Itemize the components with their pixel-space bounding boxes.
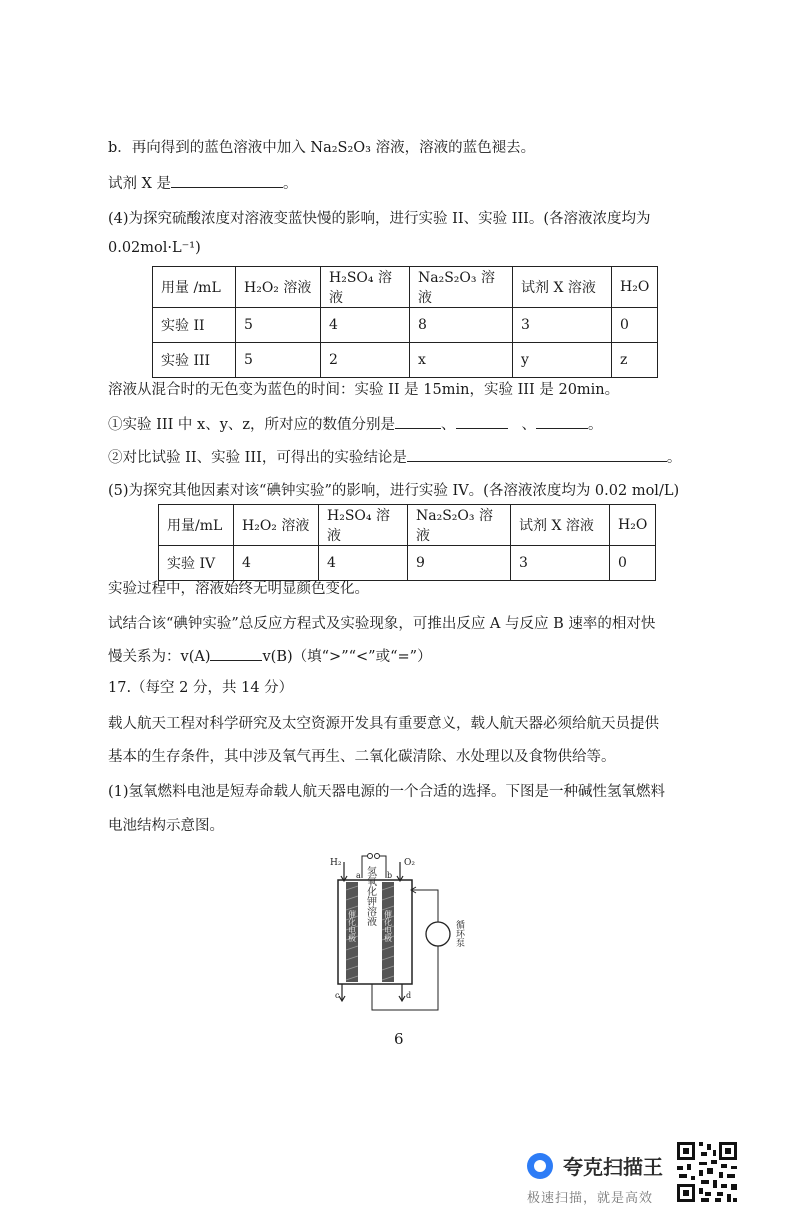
table-header-cell: H₂O	[610, 505, 656, 546]
pump-label: 循环泵	[454, 920, 464, 947]
observation-note: 实验过程中，溶液始终无明显颜色变化。	[108, 581, 369, 597]
table-cell: 8	[410, 308, 513, 343]
terminal-right	[375, 854, 380, 859]
sub-question-2-suffix: 。	[666, 450, 682, 466]
outlet-c-label: c	[335, 991, 340, 1000]
terminal-b-label: b	[387, 871, 393, 880]
watermark-slogan: 极速扫描，就是高效	[527, 1191, 654, 1206]
answer-blank-conclusion	[407, 447, 667, 462]
h2-label: H₂	[330, 858, 342, 868]
table-row	[159, 546, 656, 581]
separator: 、	[441, 417, 456, 433]
answer-blank-y	[456, 414, 508, 429]
table-header-row	[159, 505, 656, 546]
page-number: 6	[394, 1030, 404, 1048]
scanner-logo-icon	[525, 1151, 555, 1181]
text-line-b: b．再向得到的蓝色溶液中加入 Na₂S₂O₃ 溶液，溶液的蓝色褪去。	[108, 140, 536, 156]
table-cell: 3	[513, 308, 612, 343]
question-17-part-1-cont: 电池结构示意图。	[108, 818, 224, 834]
table-cell: z	[612, 343, 658, 378]
table-header-cell: 试剂 X 溶液	[511, 505, 610, 546]
question-17-header: 17.（每空 2 分，共 14 分）	[108, 680, 294, 696]
table-header-row	[153, 267, 658, 308]
rate-answer-suffix: v(B)（填“>”“<”或“=”）	[262, 649, 432, 665]
experiment-table-4	[158, 504, 656, 581]
circulation-loop	[372, 890, 438, 1010]
table-header-cell: H₂SO₄ 溶液	[321, 267, 410, 308]
table-cell: 4	[321, 308, 410, 343]
answer-blank-z	[536, 414, 588, 429]
table-cell: y	[513, 343, 612, 378]
answer-blank	[171, 173, 283, 188]
table-header-cell: Na₂S₂O₃ 溶液	[410, 267, 513, 308]
table-cell: 0	[610, 546, 656, 581]
reagent-x-prefix: 试剂 X 是	[108, 176, 172, 192]
table-cell: 5	[236, 308, 321, 343]
table-header-cell: 用量/mL	[159, 505, 234, 546]
question-17-intro-1: 载人航天工程对科学研究及太空资源开发具有重要意义，载人航天器必须给航天员提供	[108, 716, 659, 732]
table-cell: 实验 II	[153, 308, 236, 343]
sub-question-1-prefix: ①实验 III 中 x、y、z，所对应的数值分别是	[108, 417, 396, 433]
separator: 、	[521, 417, 537, 433]
rate-answer-prefix: 慢关系为：v(A)	[108, 649, 211, 665]
table-header-cell: 试剂 X 溶液	[513, 267, 612, 308]
sub-question-1	[108, 413, 603, 434]
table-cell: 5	[236, 343, 321, 378]
color-change-time: 溶液从混合时的无色变为蓝色的时间：实验 II 是 15min，实验 III 是 20min。	[108, 382, 620, 398]
table-cell: 3	[511, 546, 610, 581]
table-header-cell: H₂O₂ 溶液	[236, 267, 321, 308]
watermark-brand-name: 夸克扫描王	[563, 1155, 663, 1179]
reagent-x-suffix: 。	[283, 176, 298, 192]
circulation-pump	[426, 922, 450, 946]
answer-blank-x	[395, 414, 441, 429]
outlet-d-label: d	[406, 991, 412, 1000]
table-header-cell: Na₂S₂O₃ 溶液	[408, 505, 511, 546]
table-cell: 4	[319, 546, 408, 581]
rate-question: 试结合该“碘钟实验”总反应方程式及实验现象，可推出反应 A 与反应 B 速率的相对快	[108, 616, 656, 632]
table-row	[153, 308, 658, 343]
answer-blank-rate	[210, 646, 262, 661]
sub-question-2-prefix: ②对比试验 II、实验 III，可得出的实验结论是	[108, 450, 407, 466]
rate-answer-line	[108, 645, 432, 666]
table-header-cell: 用量 /mL	[153, 267, 236, 308]
left-electrode-label: 催化电极	[347, 910, 357, 942]
question-5-intro: (5)为探究其他因素对该“碘钟实验”的影响，进行实验 IV。(各溶液浓度均为 0.02 mol/L)	[108, 483, 680, 499]
o2-label: O₂	[404, 858, 415, 868]
reagent-x-question	[108, 172, 298, 193]
right-electrode-label: 催化电极	[383, 910, 393, 942]
table-cell: 0	[612, 308, 658, 343]
table-header-cell: H₂O	[612, 267, 658, 308]
electrolyte-label: 氢氧化钾溶液	[364, 866, 376, 926]
table-cell: 2	[321, 343, 410, 378]
terminal-left	[368, 854, 373, 859]
table-header-cell: H₂O₂ 溶液	[234, 505, 319, 546]
question-4-intro: (4)为探究硫酸浓度对溶液变蓝快慢的影响，进行实验 II、实验 III。(各溶液浓度均为	[108, 211, 651, 227]
table-cell: x	[410, 343, 513, 378]
fuel-cell-diagram	[320, 850, 480, 1015]
table-cell: 9	[408, 546, 511, 581]
table-cell: 实验 IV	[159, 546, 234, 581]
question-17-part-1: (1)氢氧燃料电池是短寿命载人航天器电源的一个合适的选择。下图是一种碱性氢氧燃料	[108, 784, 666, 800]
sub-question-2	[108, 446, 681, 467]
table-cell: 4	[234, 546, 319, 581]
question-17-intro-2: 基本的生存条件，其中涉及氧气再生、二氧化碳清除、水处理以及食物供给等。	[108, 749, 616, 765]
qr-code-icon	[675, 1140, 739, 1204]
terminal-a-label: a	[356, 871, 361, 880]
table-header-cell: H₂SO₄ 溶液	[319, 505, 408, 546]
table-row	[153, 343, 658, 378]
sub-question-1-suffix: 。	[588, 417, 603, 433]
table-cell: 实验 III	[153, 343, 236, 378]
question-4-concentration: 0.02mol·L⁻¹)	[108, 240, 201, 256]
experiment-table-2-3	[152, 266, 658, 378]
wire-b	[380, 856, 386, 878]
